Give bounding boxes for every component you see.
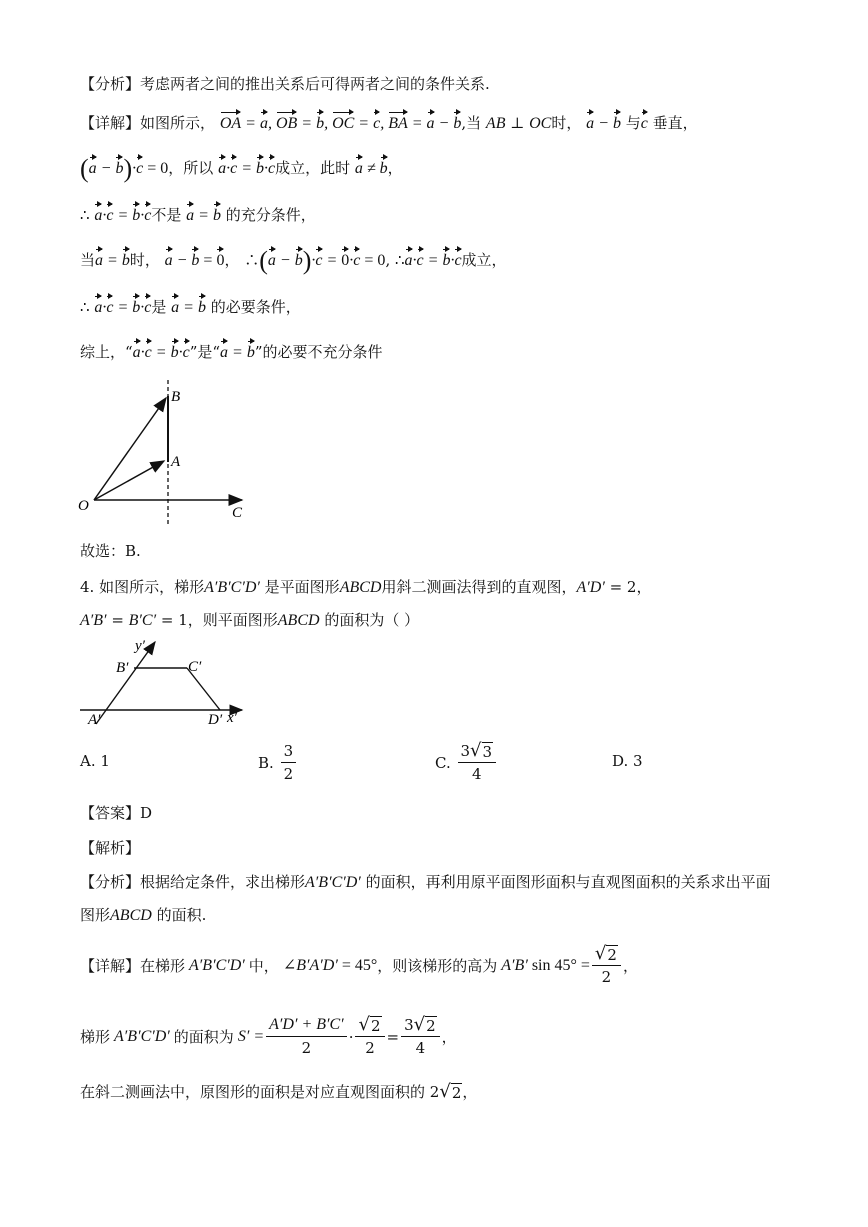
vector-ob <box>94 398 166 500</box>
detail-2-line: 【详解】在梯形 A′B′C′D′ 中， ∠B′A′D′ = 45° ，则该梯形的高为 A′B′ sin 45° = √ 2 2 ， <box>80 943 638 986</box>
analysis-line: 【分析】考虑两者之间的推出关系后可得两者之间的条件关系. <box>80 75 490 93</box>
label-x: x′ <box>227 710 237 726</box>
vector-oa <box>94 461 164 500</box>
detail-line-5: ∴ a·c = b·c是 a = b 的必要条件， <box>80 298 301 316</box>
choice-line: 故选：B. <box>80 542 141 560</box>
label-c-prime: C′ <box>188 659 202 675</box>
question-4-line-1: 4. 如图所示，梯形A′B′C′D′ 是平面图形ABCD用斜二测画法得到的直观图，A′D′ = 2， <box>80 578 652 596</box>
label-o: O <box>78 498 89 514</box>
answer-line: 【答案】D <box>80 804 153 822</box>
analysis-2-line-1: 【分析】根据给定条件，求出梯形A′B′C′D′ 的面积，再利用原平面图形面积与直观图面积的关系求出平面 <box>80 873 771 891</box>
label-c: C <box>232 505 243 521</box>
label-b-prime: B′ <box>116 660 129 676</box>
option-c: C. 3 √ 3 4 <box>435 741 498 785</box>
area-line: 梯形 A′B′C′D′ 的面积为 S′ = $\frac{A'D' + B'C'}{2}$ · √ 2 2 = 3 √ 2 4 ， <box>80 1014 457 1057</box>
last-line: 在斜二测画法中，原图形的面积是对应直观图面积的 2 √ 2 ， <box>80 1081 478 1102</box>
detail-line-3: ∴ a·c = b·c不是 a = b 的充分条件， <box>80 206 316 224</box>
option-b: B. $\frac{3}{2}$ <box>258 741 298 785</box>
label-d-prime: D′ <box>208 712 223 728</box>
label-a: A <box>171 454 181 470</box>
label-b: B <box>171 389 181 405</box>
option-a: A. 1 <box>80 752 110 770</box>
analysis-2-line-2: 图形ABCD 的面积. <box>80 906 207 924</box>
detail-line-4: 当a = b时， a − b = 0， ∴(a − b)·c = 0·c = 0, ∴a·c = b·c成立， <box>80 246 507 275</box>
vector-figure <box>70 376 260 528</box>
detail-line-2: (a − b)·c = 0，所以 a·c = b·c成立，此时 a ≠ b， <box>80 154 403 183</box>
trapezoid-figure <box>78 636 248 730</box>
jiexi-line: 【解析】 <box>80 839 141 857</box>
y-axis <box>96 642 155 724</box>
question-4-line-2: A′B′ = B′C′ = 1，则平面图形ABCD 的面积为（ ） <box>80 611 420 629</box>
label-y: y′ <box>135 638 145 654</box>
label-a-prime: A′ <box>88 712 101 728</box>
summary-line: 综上，“a·c = b·c”是“a = b”的必要不充分条件 <box>80 343 383 361</box>
detail-line-1: 【详解】如图所示， OA = a, OB = b, OC = c, BA = a − b,当 AB ⊥ OC时， a − b 与c 垂直， <box>80 114 698 132</box>
option-d: D. 3 <box>612 752 643 770</box>
